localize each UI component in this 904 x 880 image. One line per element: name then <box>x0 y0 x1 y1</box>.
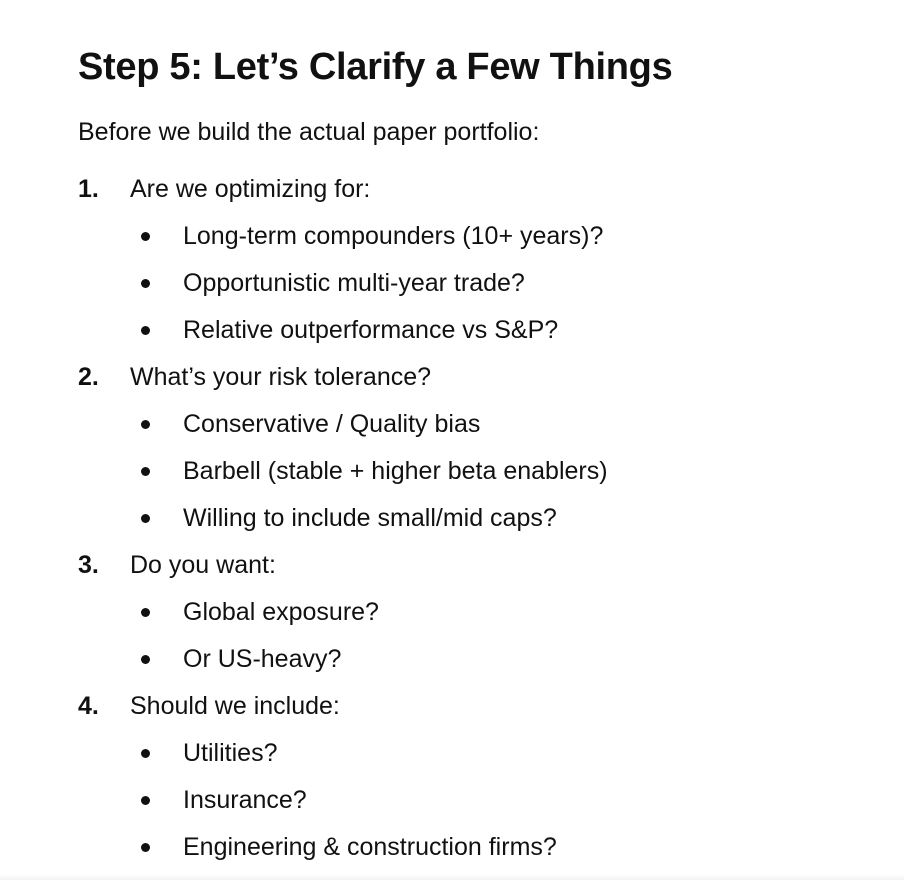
question-text: Should we include: <box>130 692 340 720</box>
message-content <box>78 40 878 877</box>
question-text: Do you want: <box>130 551 276 579</box>
option-list <box>78 736 878 864</box>
question-item <box>78 360 878 535</box>
question-text: What’s your risk tolerance? <box>130 363 432 391</box>
bullet-icon <box>141 608 150 617</box>
option-text: Global exposure? <box>183 598 379 626</box>
bottom-edge <box>0 874 904 880</box>
question-header <box>78 689 878 723</box>
question-header <box>78 548 878 582</box>
option-text: Conservative / Quality bias <box>183 410 481 438</box>
option-list <box>78 219 878 347</box>
option-item <box>78 642 878 676</box>
option-item <box>78 407 878 441</box>
option-item <box>78 783 878 817</box>
bullet-icon <box>141 749 150 758</box>
option-item <box>78 501 878 535</box>
section-title: Step 5: Let’s Clarify a Few Things <box>78 46 673 88</box>
bullet-icon <box>141 655 150 664</box>
bullet-icon <box>141 232 150 241</box>
option-text: Utilities? <box>183 739 278 767</box>
option-item <box>78 454 878 488</box>
question-text: Are we optimizing for: <box>130 175 371 203</box>
question-number: 2. <box>78 363 99 391</box>
option-item <box>78 219 878 253</box>
bullet-icon <box>141 514 150 523</box>
question-list <box>78 172 878 864</box>
bullet-icon <box>141 467 150 476</box>
option-text: Opportunistic multi-year trade? <box>183 269 525 297</box>
option-list <box>78 407 878 535</box>
question-item <box>78 172 878 347</box>
option-item <box>78 595 878 629</box>
bullet-icon <box>141 420 150 429</box>
bullet-icon <box>141 326 150 335</box>
bullet-icon <box>141 843 150 852</box>
question-header <box>78 172 878 206</box>
intro-text: Before we build the actual paper portfolio: <box>78 118 540 146</box>
option-item <box>78 313 878 347</box>
option-text: Insurance? <box>183 786 307 814</box>
question-header <box>78 360 878 394</box>
question-number: 4. <box>78 692 99 720</box>
bullet-icon <box>141 796 150 805</box>
option-text: Willing to include small/mid caps? <box>183 504 557 532</box>
option-text: Relative outperformance vs S&P? <box>183 316 559 344</box>
question-number: 3. <box>78 551 99 579</box>
option-item <box>78 830 878 864</box>
option-item <box>78 266 878 300</box>
question-number: 1. <box>78 175 99 203</box>
option-list <box>78 595 878 676</box>
question-item <box>78 548 878 676</box>
option-text: Or US-heavy? <box>183 645 342 673</box>
option-text: Engineering & construction firms? <box>183 833 557 861</box>
question-item <box>78 689 878 864</box>
option-item <box>78 736 878 770</box>
option-text: Long-term compounders (10+ years)? <box>183 222 604 250</box>
option-text: Barbell (stable + higher beta enablers) <box>183 457 608 485</box>
bullet-icon <box>141 279 150 288</box>
